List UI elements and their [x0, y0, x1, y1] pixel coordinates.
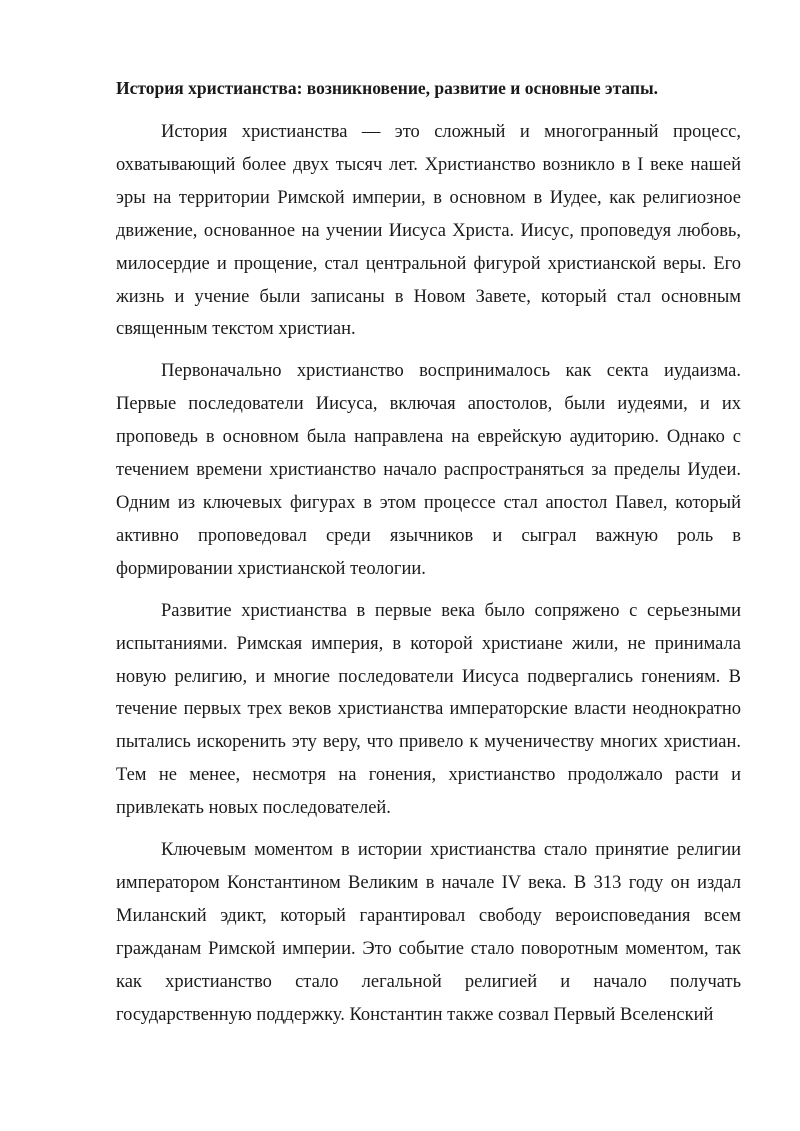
paragraph-3: Развитие христианства в первые века было сопряжено с серьезными испытаниями. Римская империя, в которой христиане жили, не принимала новую религию, и многие последователи Иисуса подвергались гонениям. В течение первых трех веков христианства императорские власти неоднократно пытались искоренить эту веру, что привело к мученичеству многих христиан. Тем не менее, несмотря на гонения, христианство продолжало расти и привлекать новых последователей.	[116, 600, 741, 819]
paragraph-4: Ключевым моментом в истории христианства стало принятие религии императором Константином Великим в начале IV века. В 313 году он издал Миланский эдикт, который гарантировал свободу вероисповедания всем гражданам Римской империи. Это событие стало поворотным моментом, так как христианство стало легальной религией и начало получать государственную поддержку. Константин также созвал Первый Вселенский	[116, 840, 741, 1025]
document-body	[116, 75, 741, 1040]
paragraph-2: Первоначально христианство воспринималось как секта иудаизма. Первые последователи Иисуса, включая апостолов, были иудеями, и их проповедь в основном была направлена на еврейскую аудиторию. Однако с течением времени христианство начало распространяться за пределы Иудеи. Одним из ключевых фигурах в этом процессе стал апостол Павел, который активно проповедовал среди язычников и сыграл важную роль в формировании христианской теологии.	[116, 361, 741, 579]
paragraph-1: История христианства — это сложный и многогранный процесс, охватывающий более двух тысяч лет. Христианство возникло в I веке нашей эры на территории Римской империи, в основном в Иудее, как религиозное движение, основанное на учении Иисуса Христа. Иисус, проповедуя любовь, милосердие и прощение, стал центральной фигурой христианской веры. Его жизнь и учение были записаны в Новом Завете, который стал основным священным текстом христиан.	[116, 122, 741, 340]
document-title: История христианства: возникновение, развитие и основные этапы.	[116, 78, 659, 98]
